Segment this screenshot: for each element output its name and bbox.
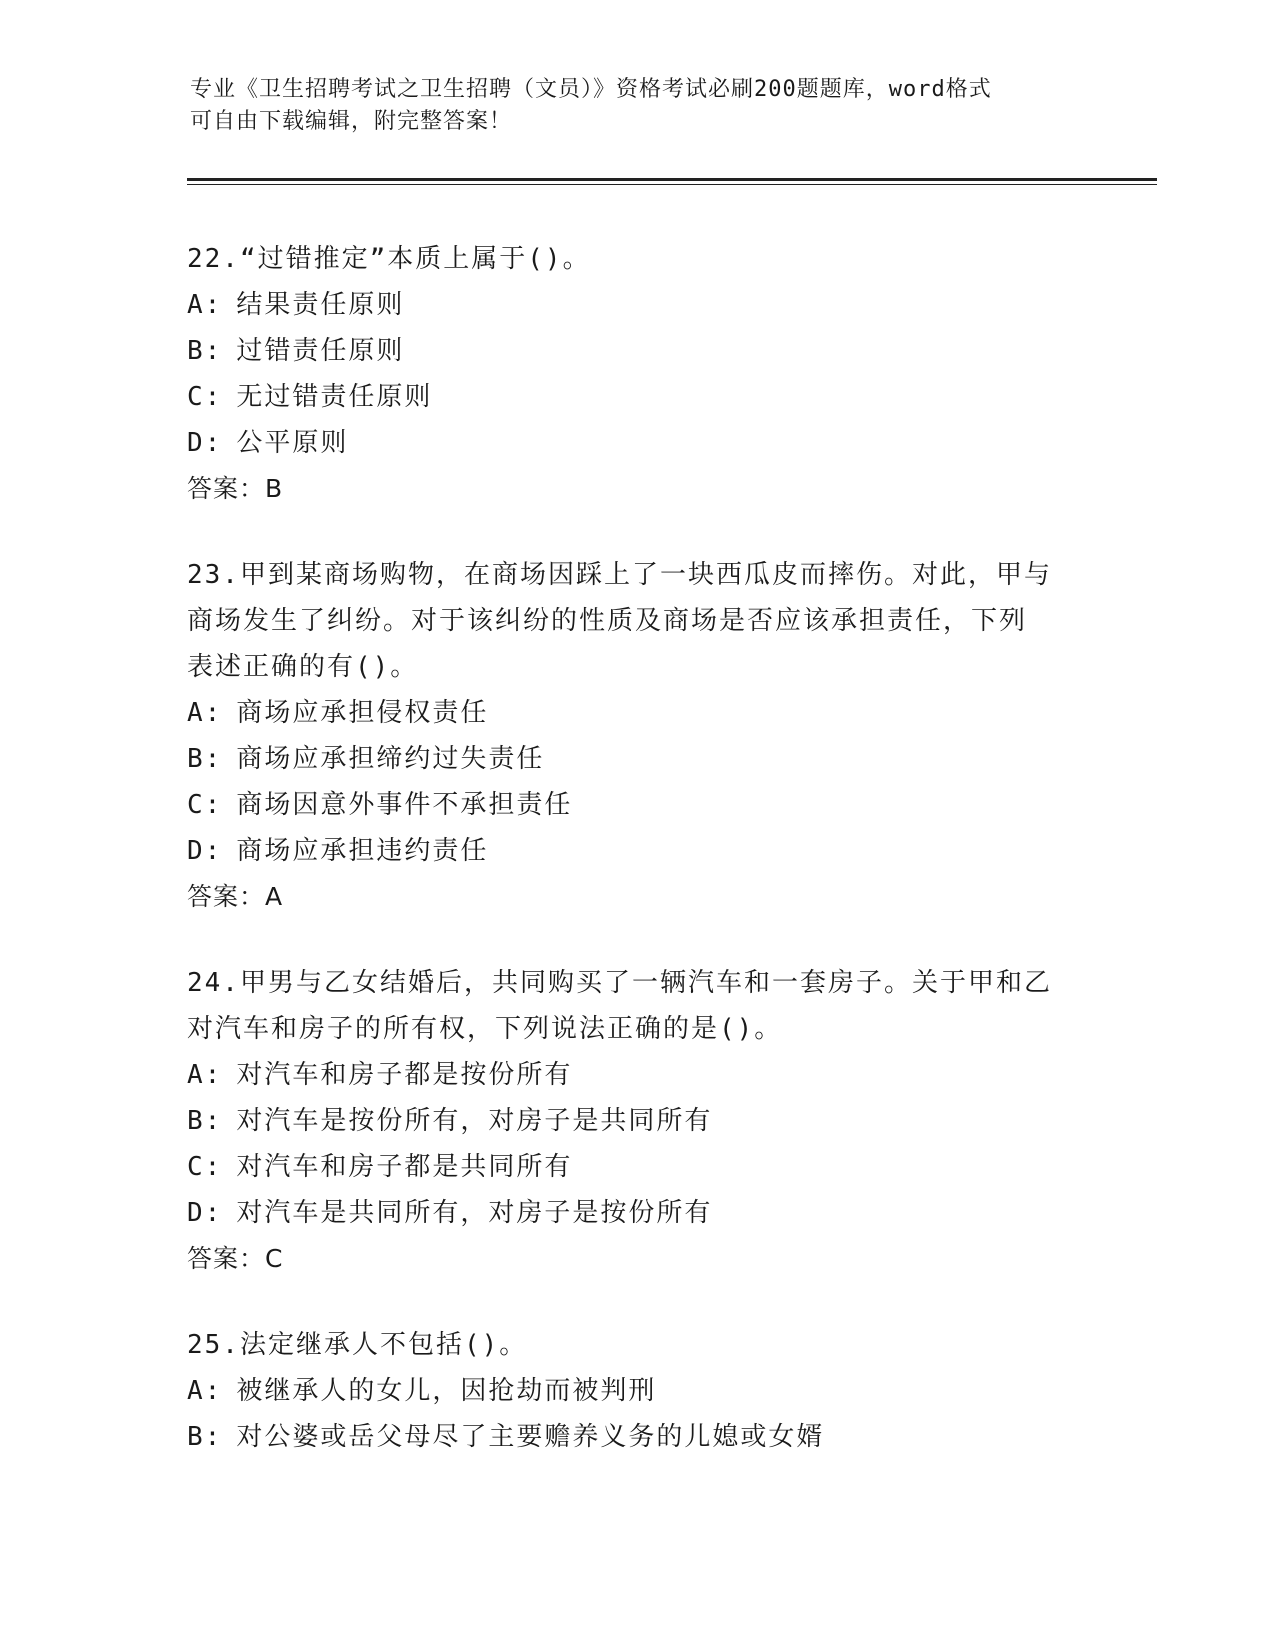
question-text: 25.法定继承人不包括()。 (187, 1330, 528, 1360)
option-key: B: (187, 1422, 223, 1452)
header-line-1: 专业《卫生招聘考试之卫生招聘（文员）》资格考试必刷200题题库，word格式 (190, 77, 992, 102)
question-text: 22.“过错推定”本质上属于()。 (187, 244, 591, 274)
option-b (187, 328, 1087, 374)
option-text: 对汽车是共同所有，对房子是按份所有 (236, 1198, 713, 1228)
question-text: 商场发生了纠纷。对于该纠纷的性质及商场是否应该承担责任，下列 (187, 606, 1028, 636)
option-text: 商场应承担侵权责任 (236, 698, 489, 728)
option-text: 对汽车是按份所有，对房子是共同所有 (236, 1106, 713, 1136)
option-text: 过错责任原则 (236, 336, 405, 366)
option-d (187, 828, 1087, 874)
option-c (187, 374, 1087, 420)
question-text: 对汽车和房子的所有权，下列说法正确的是()。 (187, 1014, 783, 1044)
answer-label: 答案：C (187, 1244, 284, 1273)
option-text: 对汽车和房子都是共同所有 (236, 1152, 573, 1182)
option-text: 无过错责任原则 (236, 382, 433, 412)
option-d (187, 1190, 1087, 1236)
option-text: 对汽车和房子都是按份所有 (236, 1060, 573, 1090)
option-a (187, 282, 1087, 328)
option-key: B: (187, 1106, 223, 1136)
option-text: 结果责任原则 (236, 290, 405, 320)
option-c (187, 782, 1087, 828)
option-text: 公平原则 (236, 428, 349, 458)
option-text: 商场应承担违约责任 (236, 836, 489, 866)
option-key: A: (187, 1376, 223, 1406)
option-key: A: (187, 1060, 223, 1090)
question-text: 表述正确的有()。 (187, 652, 419, 682)
option-key: B: (187, 336, 223, 366)
option-b (187, 1098, 1087, 1144)
option-key: C: (187, 382, 223, 412)
option-key: C: (187, 790, 223, 820)
question-24 (187, 960, 1087, 1282)
question-25 (187, 1322, 1087, 1460)
option-key: C: (187, 1152, 223, 1182)
option-text: 商场应承担缔约过失责任 (236, 744, 545, 774)
header-divider-thin (187, 184, 1157, 185)
option-key: D: (187, 836, 223, 866)
option-key: B: (187, 744, 223, 774)
question-list (187, 236, 1087, 1500)
option-text: 对公婆或岳父母尽了主要赡养义务的儿媳或女婿 (236, 1422, 825, 1452)
option-key: D: (187, 428, 223, 458)
question-23 (187, 552, 1087, 920)
option-a (187, 1368, 1087, 1414)
option-a (187, 690, 1087, 736)
option-b (187, 736, 1087, 782)
document-header (190, 74, 1070, 138)
option-text: 被继承人的女儿，因抢劫而被判刑 (236, 1376, 657, 1406)
answer-label: 答案：A (187, 882, 284, 911)
option-key: A: (187, 698, 223, 728)
option-text: 商场因意外事件不承担责任 (236, 790, 573, 820)
option-c (187, 1144, 1087, 1190)
question-text: 23.甲到某商场购物，在商场因踩上了一块西瓜皮而摔伤。对此，甲与 (187, 560, 1052, 590)
option-b (187, 1414, 1087, 1460)
question-22 (187, 236, 1087, 512)
option-key: D: (187, 1198, 223, 1228)
question-text: 24.甲男与乙女结婚后，共同购买了一辆汽车和一套房子。关于甲和乙 (187, 968, 1052, 998)
option-d (187, 420, 1087, 466)
option-a (187, 1052, 1087, 1098)
answer-label: 答案：B (187, 474, 284, 503)
header-line-2: 可自由下载编辑，附完整答案！ (190, 109, 513, 134)
option-key: A: (187, 290, 223, 320)
header-divider-thick (187, 178, 1157, 181)
